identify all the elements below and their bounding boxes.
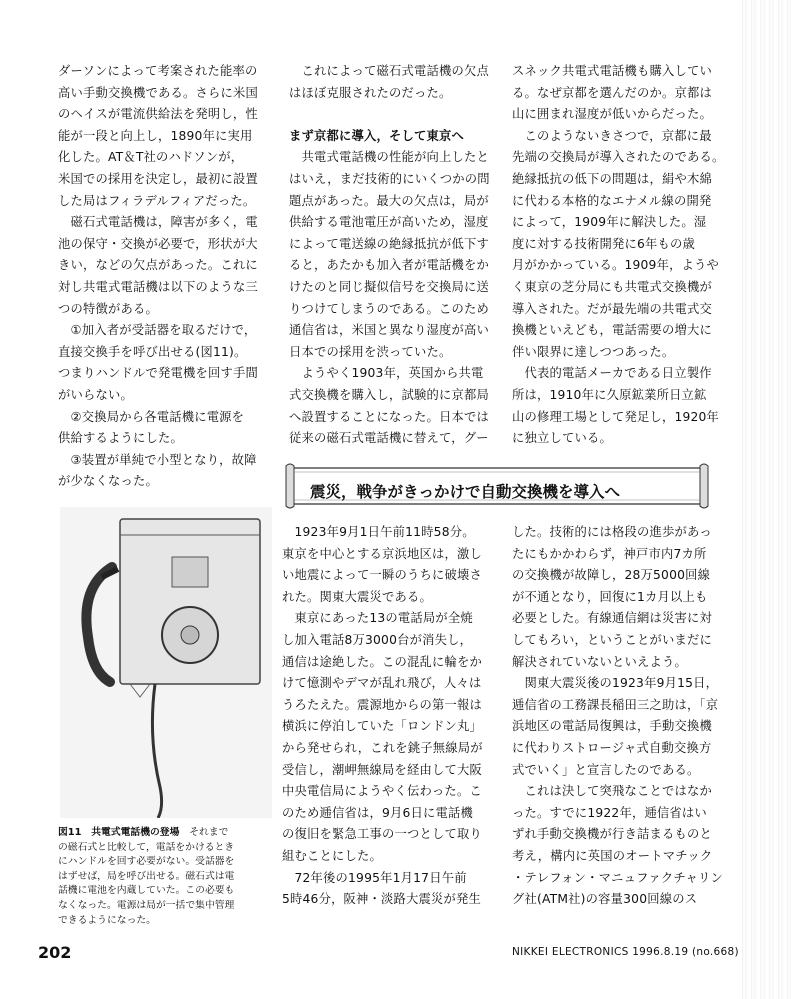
- text-line: ・テレフォン・マニュファクチャリン: [512, 870, 723, 885]
- text-line: 山の修理工場として発足し，1920年: [512, 409, 720, 424]
- text-line: した。技術的には格段の進歩があっ: [512, 525, 712, 539]
- text-line: 供給する電池電圧が高いため，湿度: [289, 215, 489, 230]
- text-line: のヘイスが電流供給法を発明し，性: [58, 107, 258, 122]
- page-number: 202: [38, 943, 72, 962]
- text-line: れた。関東大震災である。: [282, 589, 432, 604]
- text-line: から発せられ，これを銚子無線局が: [282, 740, 483, 755]
- telephone-photo: [60, 507, 272, 818]
- caption-line: の磁石式と比較して，電話をかけるとき: [58, 841, 235, 853]
- text-line: 題点があった。最大の欠点は，局が: [289, 193, 489, 208]
- text-line: 高い手動交換機である。さらに米国: [58, 85, 258, 100]
- column-5: [512, 522, 727, 911]
- text-line: けて憶測やデマが乱れ飛び，人々は: [282, 676, 482, 691]
- text-line: つの特徴がある。: [58, 301, 158, 316]
- text-line: たにもかかわらず，神戸市内7カ所: [512, 546, 707, 561]
- text-line: 導入された。だが最先端の共電式交: [512, 301, 712, 316]
- text-line: 東京を中心とする京浜地区は，激し: [282, 546, 482, 561]
- text-line: 1923年9月1日午前11時58分。: [282, 525, 475, 539]
- text-line: 受信し，潮岬無線局を経由して大阪: [282, 762, 482, 777]
- text-line: 先端の交換局が導入されたのである。: [512, 150, 725, 165]
- text-line: 関東大震災後の1923年9月15日，: [512, 676, 719, 691]
- text-line: い地震によって一瞬のうちに破壊さ: [282, 568, 482, 583]
- text-line: つまりハンドルで発電機を回す手間: [58, 366, 258, 381]
- text-line: のため逓信省は，9月6日に電話機: [282, 805, 474, 820]
- text-line: してもろい，ということがいまだに: [512, 632, 712, 647]
- caption-line: なくなった。電源は局が一括で集中管理: [58, 899, 235, 911]
- text-line: 日本での採用を渋っていた。: [289, 344, 452, 359]
- caption-line: 話機に電池を内蔵していた。この必要も: [58, 885, 235, 897]
- text-line: ③装置が単純で小型となり，故障: [58, 452, 257, 467]
- text-line: 浜地区の電話局復興は，手動交換機: [512, 719, 712, 734]
- text-line: がいらない。: [58, 387, 133, 402]
- text-line: が少なくなった。: [58, 474, 158, 489]
- text-line: 化した。AT＆T社のハドソンが，: [58, 150, 244, 165]
- text-line: の交換機が故障し，28万5000回線: [512, 568, 711, 583]
- text-line: ダーソンによって考案された能率の: [58, 64, 258, 78]
- text-line: 伴い限界に達しつつあった。: [512, 344, 675, 359]
- text-line: はいえ，まだ技術的にいくつかの問: [289, 171, 490, 186]
- text-line: 必要とした。有線通信網は災害に対: [512, 611, 712, 626]
- text-line: 換機といえども，電話需要の増大に: [512, 323, 712, 338]
- caption-line: にハンドルを回す必要がない。受話器を: [58, 856, 235, 868]
- text-line: 5時46分，阪神・淡路大震災が発生: [282, 892, 482, 907]
- text-line: このようないきさつで，京都に最: [512, 128, 712, 143]
- text-line: 式でいく」と宣言したのである。: [512, 762, 700, 777]
- text-line: 度に対する技術開発に6年もの歳: [512, 236, 695, 251]
- text-line: 横浜に停泊していた「ロンドン丸」: [282, 719, 482, 734]
- text-line: へ設置することになった。日本では: [289, 409, 489, 424]
- text-line: 式交換機を購入し，試験的に京都局: [289, 387, 489, 402]
- page-edge-texture: [739, 0, 791, 999]
- text-line: ると，あたかも加入者が電話機をか: [289, 258, 489, 273]
- text-line: 従来の磁石式電話機に替えて，グー: [289, 431, 489, 446]
- text-line: した局はフィラデルフィアだった。: [58, 193, 256, 208]
- text-line: 磁石式電話機は，障害が多く，電: [58, 215, 258, 230]
- text-line: ようやく1903年，英国から共電: [289, 366, 484, 381]
- text-line: グ社(ATM社)の容量300回線のス: [512, 892, 698, 907]
- text-line: の復旧を緊急工事の一つとして取り: [282, 827, 482, 842]
- text-line: った。すでに1922年，逓信省はい: [512, 805, 707, 820]
- column-2: [289, 61, 499, 450]
- text-line: によって電送線の絶縁抵抗が低下す: [289, 236, 489, 251]
- caption-line: できるようになった。: [58, 914, 156, 926]
- text-line: 通信省は，米国と異なり湿度が高い: [289, 323, 489, 338]
- column-3: [512, 61, 727, 450]
- column-4: [282, 522, 492, 911]
- text-line: 共電式電話機の性能が向上したと: [289, 150, 489, 165]
- text-line: 絶縁抵抗の低下の問題は，絹や木綿: [512, 171, 712, 186]
- figure-caption: [58, 826, 273, 928]
- text-line: によって，1909年に解決した。湿: [512, 215, 707, 230]
- text-line: に代わりストロージャ式自動交換方: [512, 740, 712, 755]
- caption-line: それまで: [179, 827, 229, 838]
- subheading: まず京都に導入，そして東京へ: [289, 128, 464, 143]
- caption-line: はずせば，局を呼び出せる。磁石式は電: [58, 870, 235, 882]
- section-title: 震災，戦争がきっかけで自動交換機を導入へ: [310, 483, 621, 501]
- text-line: [289, 104, 499, 126]
- text-line: く東京の芝分局にも共電式交換機が: [512, 279, 712, 294]
- text-line: うろたえた。震源地からの第一報は: [282, 697, 482, 712]
- text-line: 池の保守・交換が必要で，形状が大: [58, 236, 258, 251]
- text-line: 山に囲まれ湿度が低いからだった。: [512, 107, 712, 122]
- text-line: これは決して突飛なことではなか: [512, 784, 712, 799]
- text-line: 中央電信局にようやく伝わった。こ: [282, 784, 482, 799]
- text-line: きい，などの欠点があった。これに: [58, 258, 258, 273]
- text-line: 対し共電式電話機は以下のような三: [58, 279, 258, 294]
- text-line: 東京にあった13の電話局が全焼: [282, 611, 473, 626]
- text-line: ②交換局から各電話機に電源を: [58, 409, 245, 424]
- text-line: スネック共電式電話機も購入してい: [512, 64, 712, 78]
- text-line: けたのと同じ擬似信号を交換局に送: [289, 279, 489, 294]
- text-line: ①加入者が受話器を取るだけで，: [58, 323, 257, 338]
- text-line: 逓信省の工務課長稲田三之助は，「京: [512, 697, 719, 712]
- text-line: 供給するようにした。: [58, 431, 183, 446]
- text-line: 組むことにした。: [282, 848, 382, 863]
- text-line: 月がかかっている。1909年，ようや: [512, 258, 720, 273]
- text-line: りつけてしまうのである。このため: [289, 301, 489, 316]
- text-line: ずれ手動交換機が行き詰まるものと: [512, 827, 712, 842]
- text-line: 解決されていないといえよう。: [512, 654, 687, 669]
- text-line: 考え，構内に英国のオートマチック: [512, 848, 713, 863]
- text-line: はほぼ克服されたのだった。: [289, 85, 452, 100]
- footer-publication: NIKKEI ELECTRONICS 1996.8.19 (no.668): [512, 946, 739, 958]
- caption-title: 図11 共電式電話機の登場: [58, 827, 180, 838]
- text-line: る。なぜ京都を選んだのか。京都は: [512, 85, 712, 100]
- text-line: 代表的電話メーカである日立製作: [512, 366, 712, 381]
- text-line: 能が一段と向上し，1890年に実用: [58, 128, 253, 143]
- text-line: 通信は途絶した。この混乱に輪をか: [282, 654, 482, 669]
- text-line: に代わる本格的なエナメル線の開発: [512, 193, 712, 208]
- text-line: し加入電話8万3000台が消失し，: [282, 632, 473, 647]
- text-line: が不通となり，回復に1カ月以上も: [512, 589, 708, 604]
- text-line: に独立している。: [512, 431, 612, 446]
- text-line: 米国での採用を決定し，最初に設置: [58, 171, 258, 186]
- text-line: 直接交換手を呼び出せる(図11)。: [58, 344, 247, 359]
- column-1: [58, 61, 273, 493]
- text-line: 所は，1910年に久原鉱業所日立鉱: [512, 387, 707, 402]
- text-line: これによって磁石式電話機の欠点: [289, 64, 489, 78]
- text-line: 72年後の1995年1月17日午前: [282, 870, 467, 885]
